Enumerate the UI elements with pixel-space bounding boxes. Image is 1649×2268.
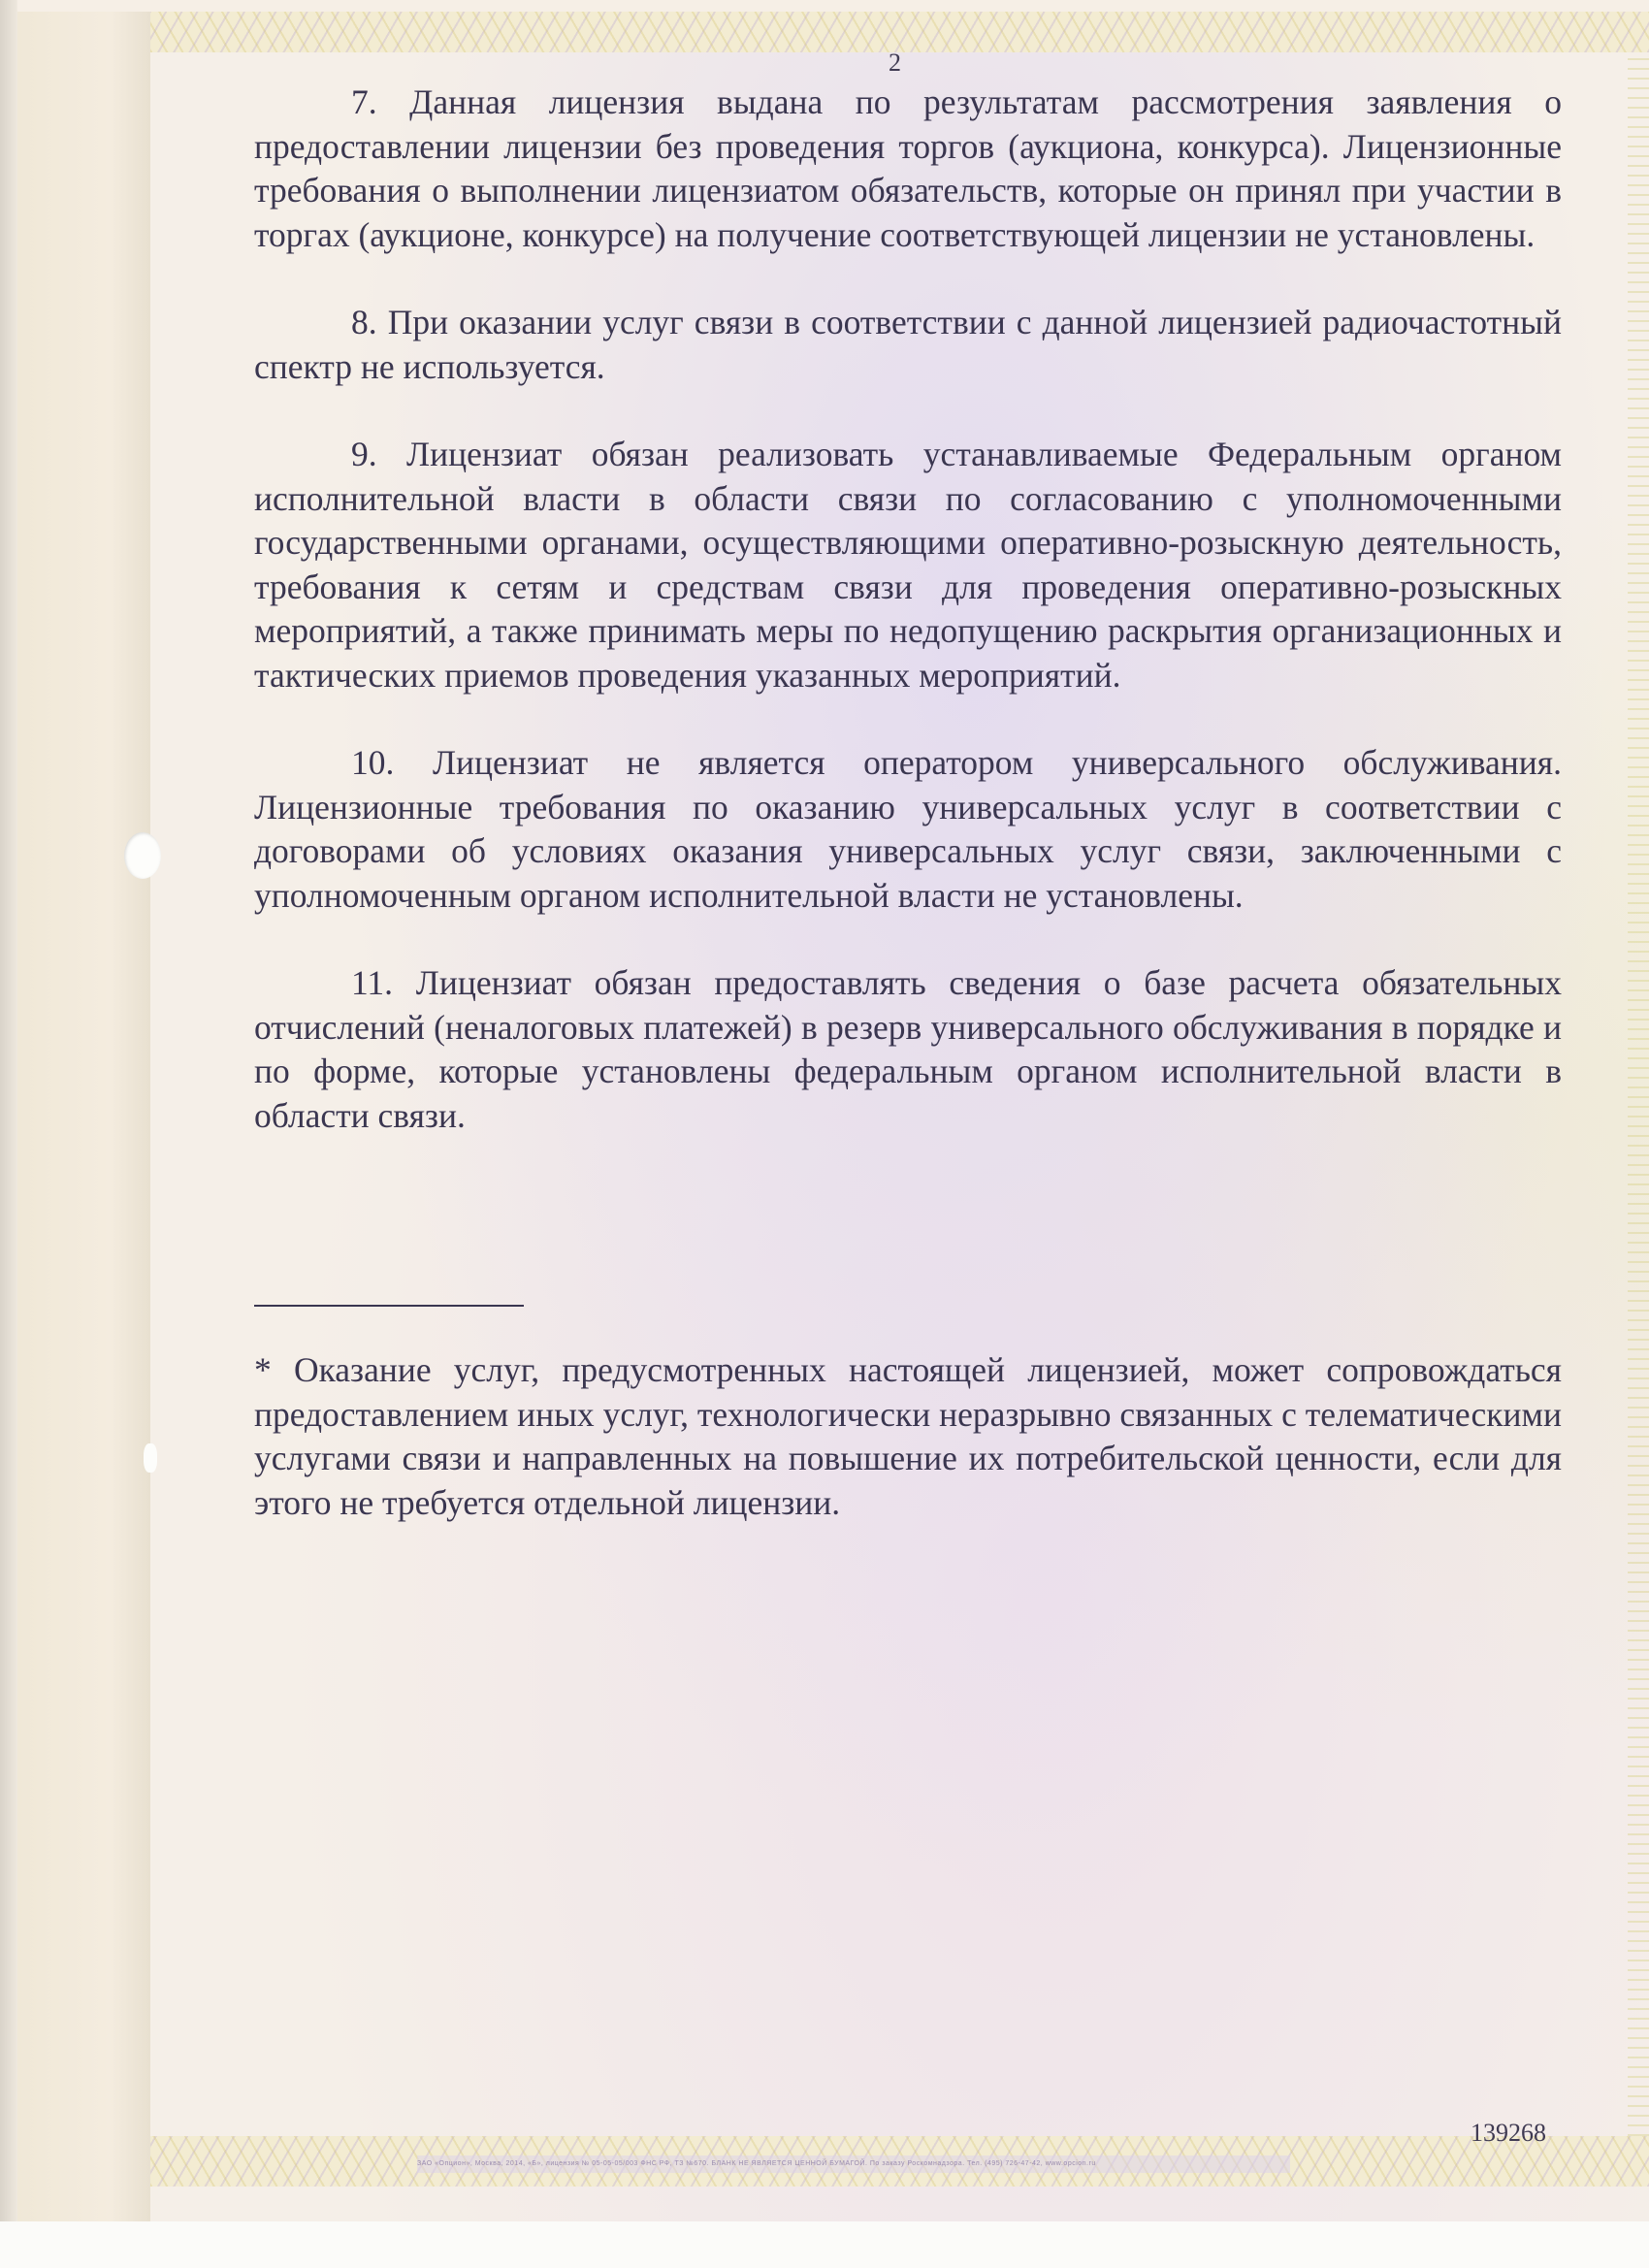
- printer-imprint: ЗАО «Опцион», Москва, 2014, «Б», лицензия № 05-05-05/003 ФНС РФ, ТЗ №670. БЛАНК НЕ ЯВЛЯЕТСЯ ЦЕННОЙ БУМАГОЙ. По заказу Роскомнадзора. Тел. (495) 726-47-42, www.opcion.ru: [417, 2155, 1290, 2173]
- guilloche-border-right: [1628, 50, 1649, 2136]
- license-body: [254, 81, 1562, 1138]
- footnote: * Оказание услуг, предусмотренных настоящей лицензией, может сопровождаться предоставлением иных услуг, технологически неразрывно связанных с телематическими услугами связи и направленных на повышение их потребительской ценности, если для этого не требуется отдельной лицензии.: [254, 1350, 1562, 1522]
- paragraph-8: 8. При оказании услуг связи в соответствии с данной лицензией радиочастотный спектр не используется.: [254, 303, 1562, 386]
- paragraph-11: 11. Лицензиат обязан предоставлять сведения о базе расчета обязательных отчислений (неналоговых платежей) в резерв универсального обслуживания в порядке и по форме, которые установлены федеральным органом исполнительной власти в области связи.: [254, 963, 1562, 1135]
- punch-hole: [124, 832, 161, 879]
- paragraph-7: 7. Данная лицензия выдана по результатам рассмотрения заявления о предоставлении лицензии без проведения торгов (аукциона, конкурса). Лицензионные требования о выполнении лицензиатом обязательств, которые он принял при участии в торгах (аукционе, конкурсе) на получение соответствующей лицензии не установлены.: [254, 82, 1562, 254]
- paragraph-10: 10. Лицензиат не является оператором универсального обслуживания. Лицензионные требования по оказанию универсальных услуг в соответствии с договорами об условиях оказания универсальных услуг связи, заключенными с уполномоченным органом исполнительной власти не установлены.: [254, 743, 1562, 915]
- serial-number: 139268: [1471, 2119, 1546, 2147]
- page-number: 2: [889, 49, 901, 77]
- binding-notch: [144, 1443, 157, 1473]
- footnote-separator: [254, 1305, 524, 1307]
- binding-stub: [17, 12, 152, 2233]
- scan-margin-bottom: [0, 2221, 1649, 2268]
- guilloche-band-top: [150, 12, 1649, 52]
- scan-edge: [0, 0, 17, 2268]
- paragraph-9: 9. Лицензиат обязан реализовать устанавливаемые Федеральным органом исполнительной власти в области связи по согласованию с уполномоченными государственными органами, осуществляющими оперативно-розыскную деятельность, требования к сетям и средствам связи для проведения оперативно-розыскных мероприятий, а также принимать меры по недопущению раскрытия организационных и тактических приемов проведения указанных мероприятий.: [254, 435, 1562, 695]
